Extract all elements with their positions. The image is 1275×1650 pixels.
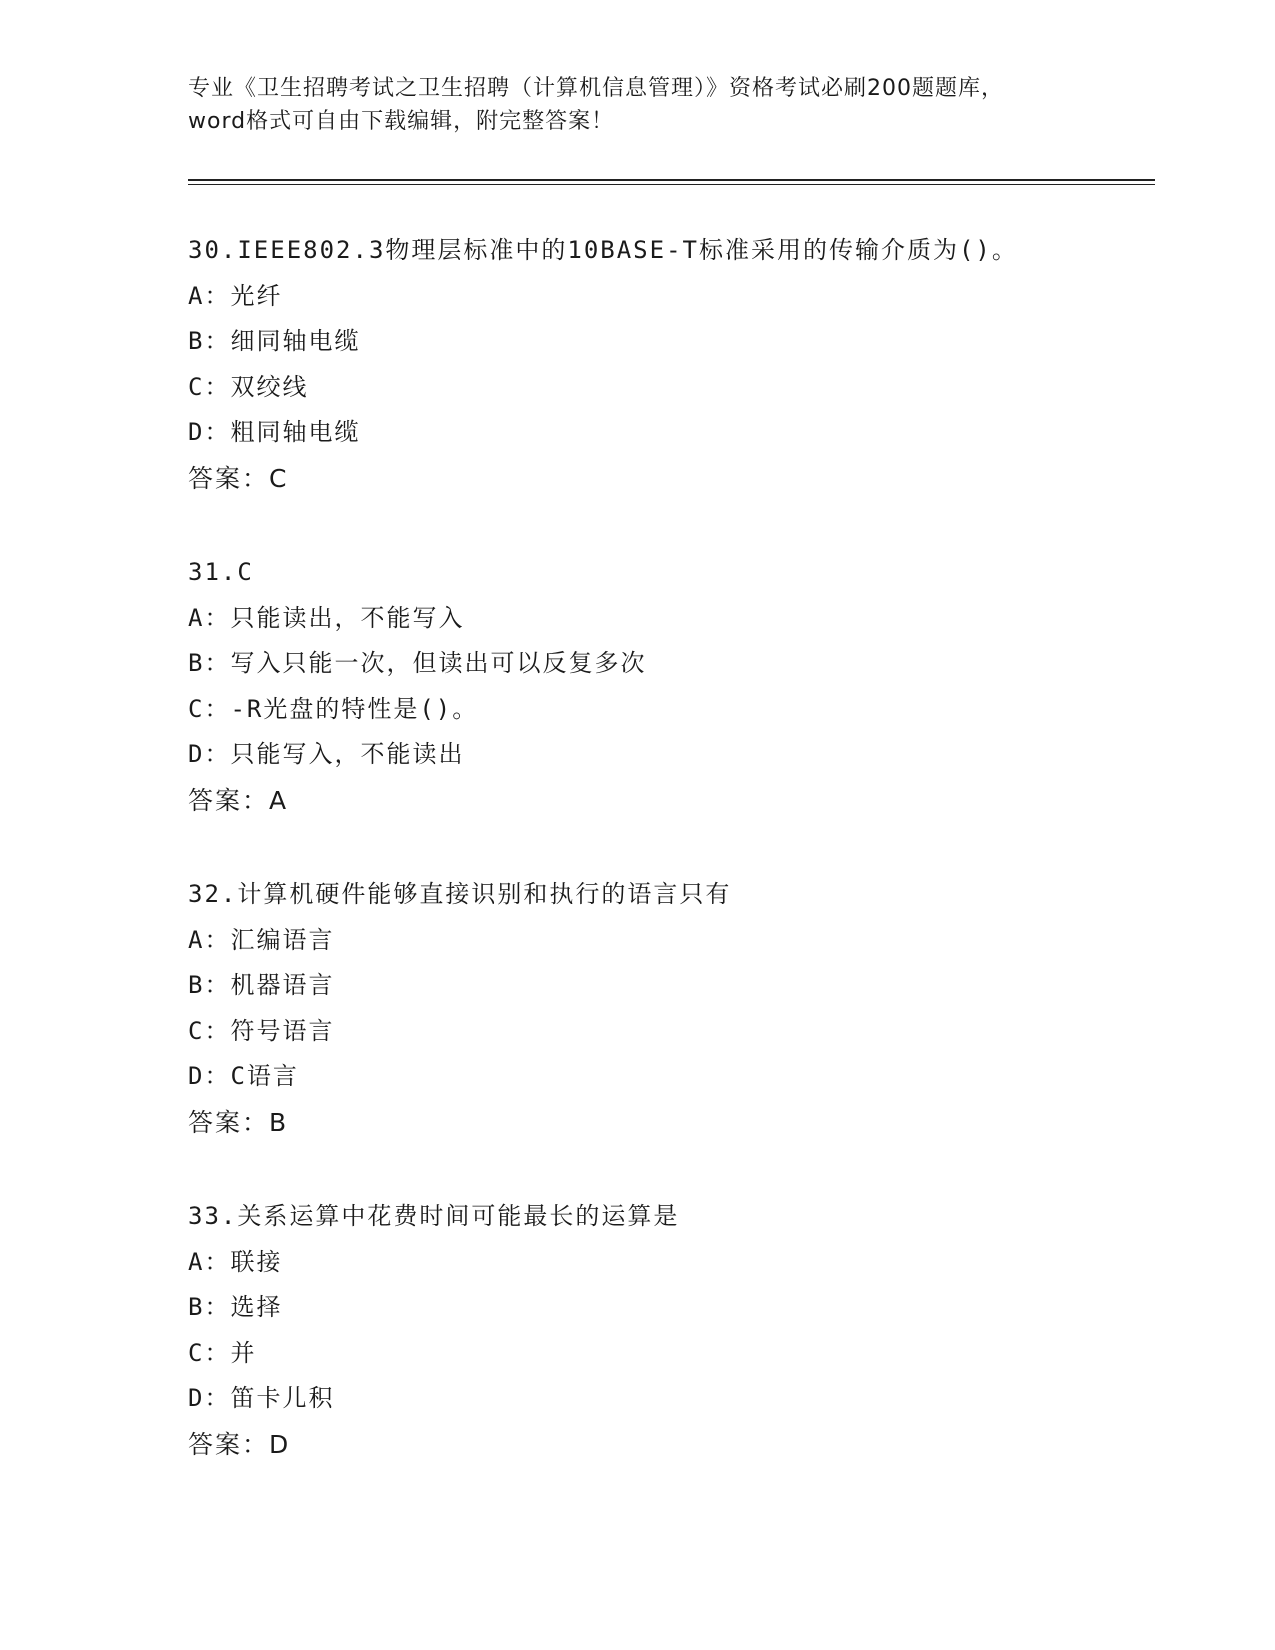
option-b: B：细同轴电缆 [188, 327, 361, 355]
question-title: 32.计算机硬件能够直接识别和执行的语言只有 [188, 880, 732, 908]
answer: 答案：A [188, 785, 289, 815]
document-header [188, 72, 1088, 138]
option-b: B：机器语言 [188, 971, 335, 999]
header-line-2: word格式可自由下载编辑，附完整答案！ [188, 109, 615, 134]
header-rule-thin [188, 184, 1155, 185]
question-33 [188, 1194, 1138, 1467]
option-d: D：粗同轴电缆 [188, 418, 361, 446]
answer: 答案：C [188, 463, 289, 493]
header-rule-thick [188, 179, 1155, 181]
question-30 [188, 228, 1138, 501]
option-a: A：只能读出，不能写入 [188, 603, 465, 632]
header-line-1: 专业《卫生招聘考试之卫生招聘（计算机信息管理）》资格考试必刷200题题库， [188, 76, 1004, 101]
option-b: B：写入只能一次，但读出可以反复多次 [188, 649, 647, 677]
option-d: D：笛卡儿积 [188, 1384, 335, 1412]
question-31 [188, 550, 1138, 823]
option-d: D：只能写入，不能读出 [188, 740, 465, 768]
answer: 答案：B [188, 1107, 289, 1137]
option-b: B：选择 [188, 1293, 283, 1321]
question-title: 30.IEEE802.3物理层标准中的10BASE-T标准采用的传输介质为()。 [188, 236, 1018, 264]
option-c: C：并 [188, 1338, 257, 1367]
option-c: C：符号语言 [188, 1016, 335, 1045]
option-a: A：汇编语言 [188, 925, 335, 954]
option-c: C：-R光盘的特性是()。 [188, 694, 479, 723]
option-a: A：光纤 [188, 281, 283, 310]
question-title: 31.C [188, 558, 254, 586]
answer: 答案：D [188, 1429, 291, 1459]
option-a: A：联接 [188, 1247, 283, 1276]
question-32 [188, 872, 1138, 1145]
option-c: C：双绞线 [188, 372, 309, 401]
option-d: D：C语言 [188, 1062, 299, 1090]
question-title: 33.关系运算中花费时间可能最长的运算是 [188, 1202, 680, 1230]
